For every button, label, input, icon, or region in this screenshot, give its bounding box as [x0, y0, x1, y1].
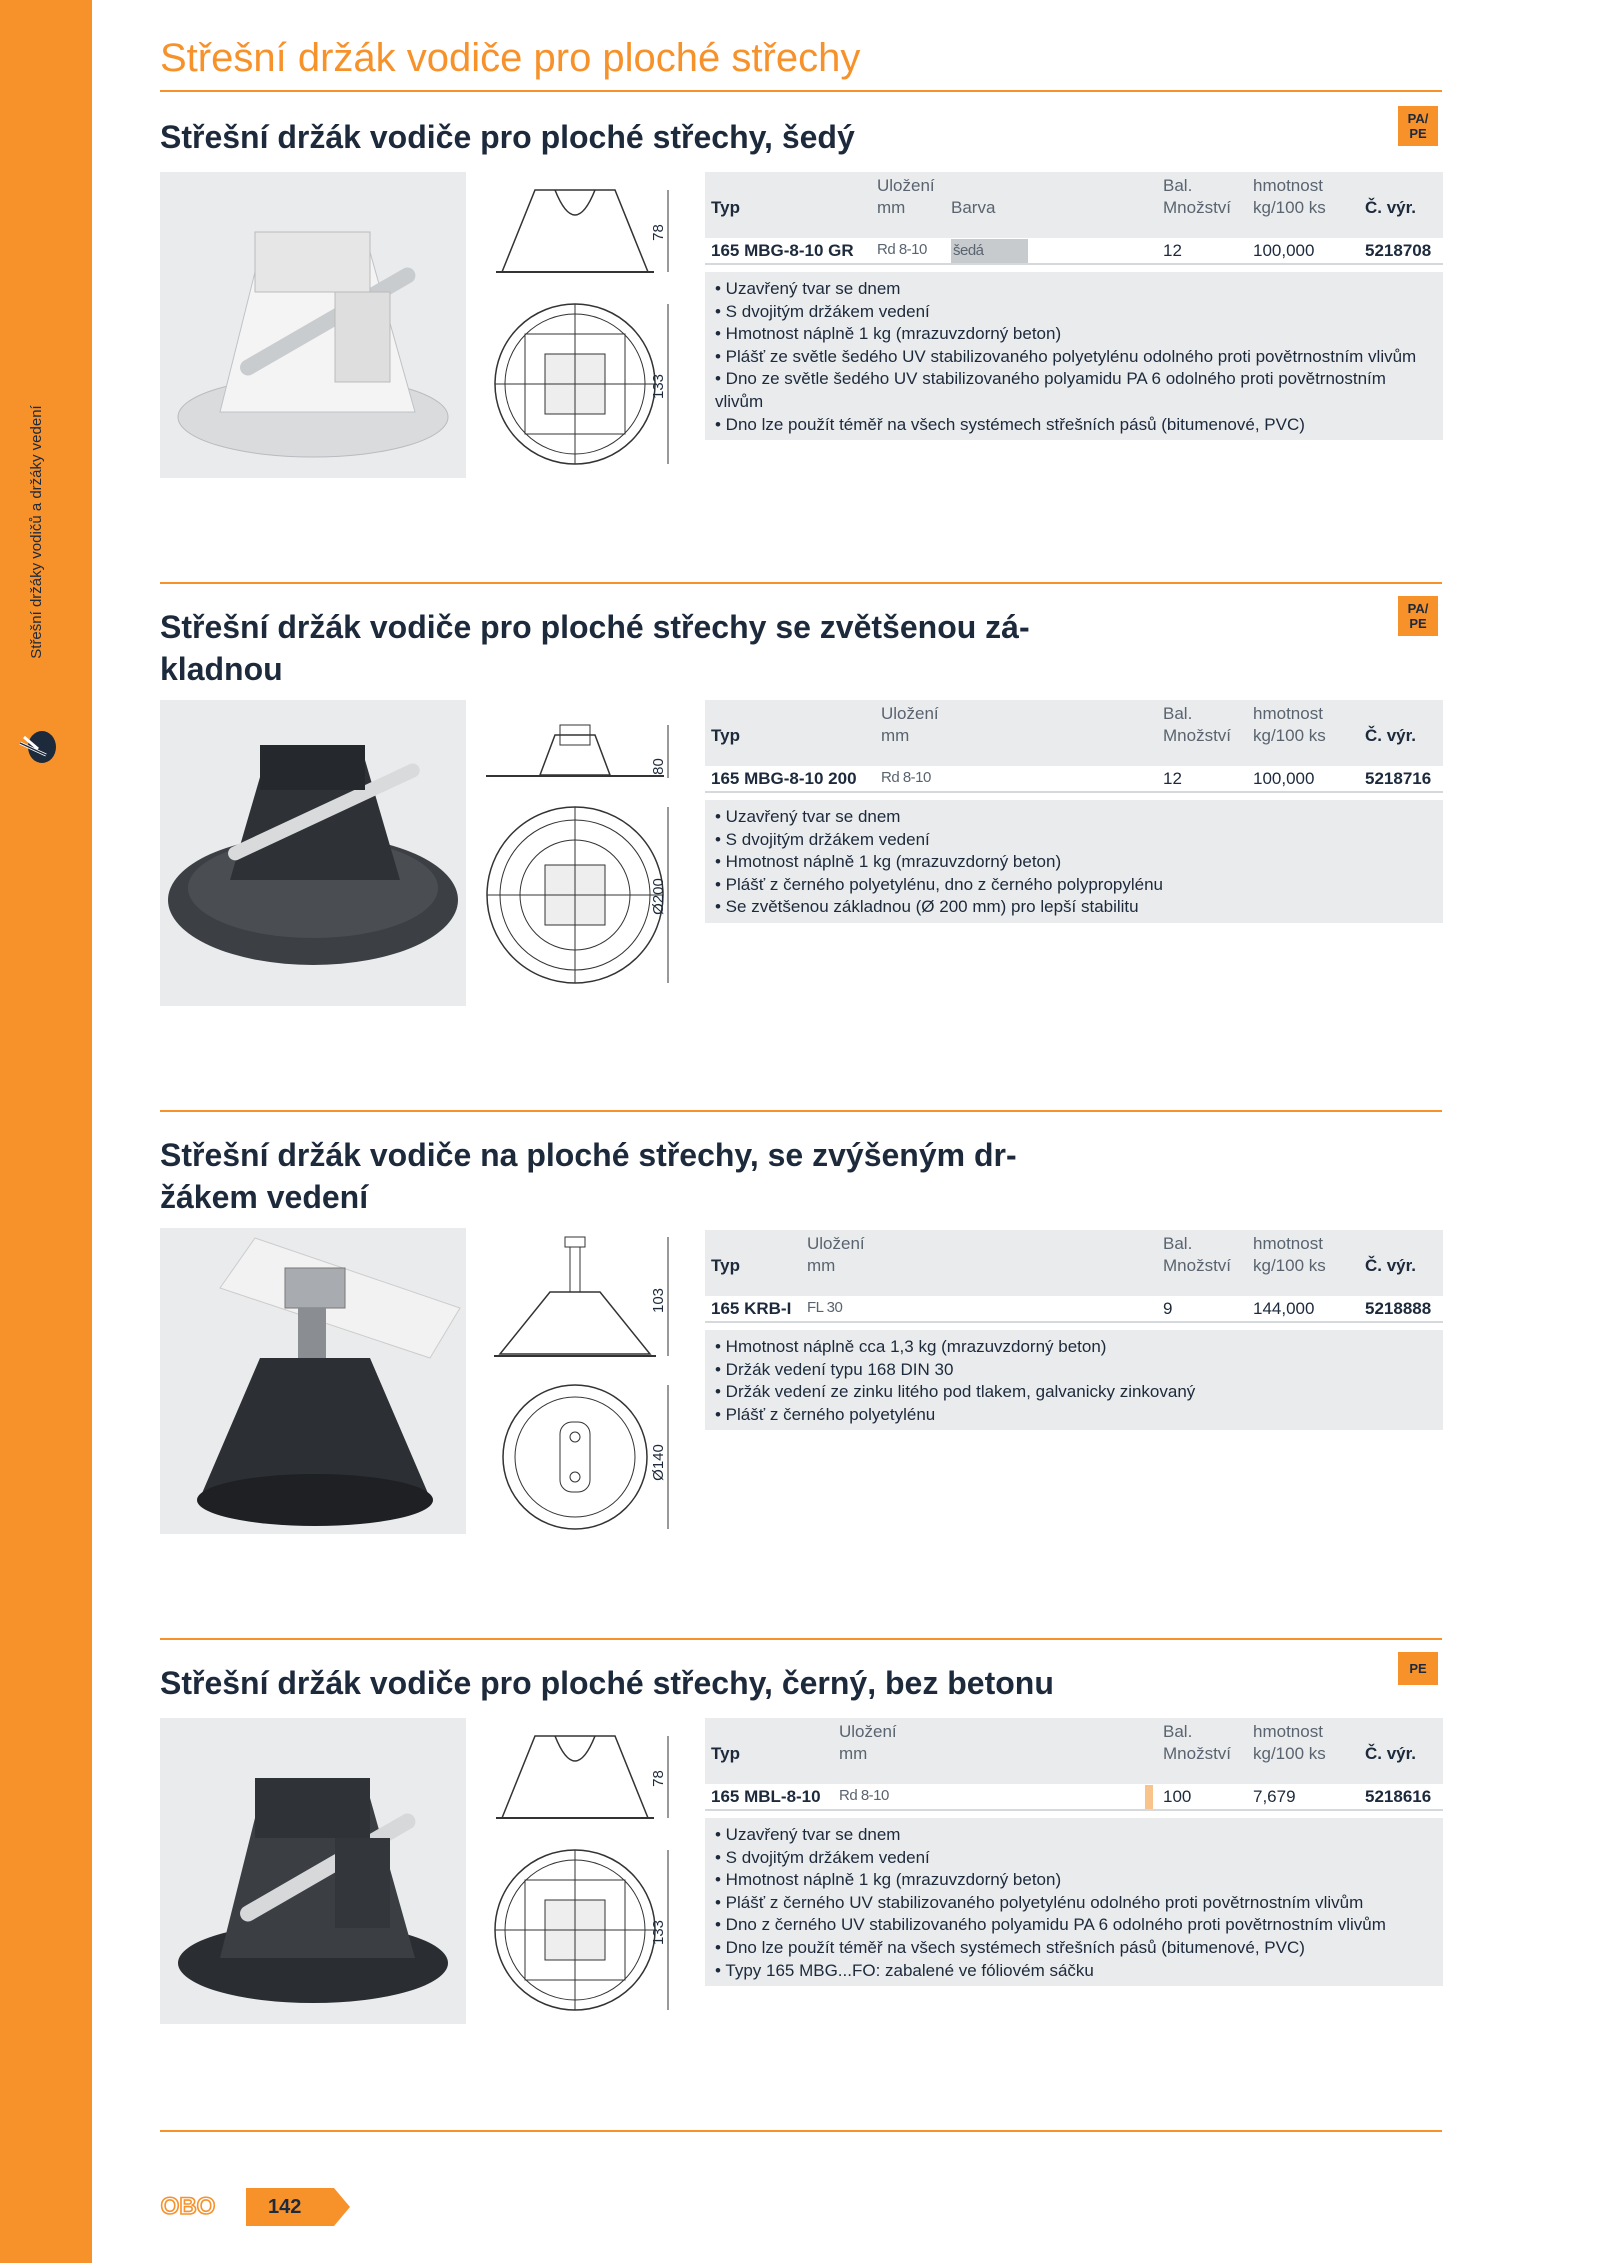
note-item: • Typy 165 MBG...FO: zabalené ve fóliovém sáčku: [715, 1960, 1094, 1980]
feature-notes: [705, 272, 1443, 440]
cell-uloz: Rd 8-10: [877, 241, 927, 258]
note-item: • Dno z černého UV stabilizovaného polyamidu PA 6 odolného proti povětrnostním vlivům: [715, 1915, 1386, 1935]
feature-notes: [705, 800, 1443, 923]
note-item: • Dno ze světle šedého UV stabilizovaného polyamidu PA 6 odolného proti povětrnostním vlivům: [715, 369, 1386, 411]
note-item: • Hmotnost náplně 1 kg (mrazuvzdorný beton): [715, 324, 1062, 344]
col-bal: Bal.: [1163, 1722, 1193, 1741]
cell-mnoz: 9: [1163, 1299, 1173, 1318]
product-photo: [160, 700, 466, 1006]
col-cvyr: Č. výr.: [1365, 1256, 1417, 1275]
material-badge: PA/ PE: [1398, 596, 1438, 636]
dimension-height: 103: [650, 1287, 668, 1314]
cell-mnoz: 12: [1163, 769, 1182, 788]
material-badge: PA/ PE: [1398, 106, 1438, 146]
cell-kg: 100,000: [1253, 769, 1315, 788]
note-item: • S dvojitým držákem vedení: [715, 829, 930, 849]
col-uloz: Uložení: [839, 1722, 897, 1741]
col-cvyr: Č. výr.: [1365, 198, 1417, 217]
note-item: • S dvojitým držákem vedení: [715, 301, 930, 321]
svg-text:OBO: OBO: [160, 2193, 216, 2220]
section-title: Střešní držák vodiče pro ploché střechy, šedý: [160, 119, 855, 155]
note-item: • Hmotnost náplně cca 1,3 kg (mrazuvzdorný beton): [715, 1337, 1107, 1356]
table-row: [705, 766, 1443, 793]
section-title: Střešní držák vodiče na ploché střechy, se zvýšeným dr- žákem vedení: [160, 1137, 1017, 1215]
col-cvyr: Č. výr.: [1365, 1744, 1417, 1763]
col-bal: Bal.: [1163, 704, 1193, 723]
side-category-label: Střešní držáky vodičů a držáky vedení: [28, 405, 45, 659]
col-hmot: hmotnost: [1253, 704, 1323, 723]
note-item: • Držák vedení typu 168 DIN 30: [715, 1359, 954, 1379]
dimension-height: 80: [649, 758, 667, 775]
note-item: • Uzavřený tvar se dnem: [715, 807, 901, 826]
col-barva: Barva: [951, 198, 996, 217]
col-mm: mm: [839, 1744, 868, 1763]
cell-typ: 165 MBG-8-10 GR: [711, 241, 854, 260]
note-item: • S dvojitým držákem vedení: [715, 1847, 930, 1867]
cell-uloz: Rd 8-10: [839, 1787, 889, 1804]
col-hmot: hmotnost: [1253, 176, 1323, 195]
cell-mnoz: 12: [1163, 241, 1182, 260]
note-item: • Se zvětšenou základnou (Ø 200 mm) pro lepší stabilitu: [715, 897, 1139, 917]
col-bal: Bal.: [1163, 176, 1193, 195]
orange-sidebar: [0, 0, 92, 2263]
table-row: [705, 238, 1443, 265]
note-item: • Dno lze použít téměř na všech systémech střešních pásů (bitumenové, PVC): [715, 1937, 1305, 1957]
col-mnoz: Množství: [1163, 726, 1232, 745]
col-typ: Typ: [711, 726, 740, 745]
cell-typ: 165 KRB-I: [711, 1299, 792, 1318]
cell-kg: 144,000: [1253, 1299, 1315, 1318]
col-bal: Bal.: [1163, 1234, 1193, 1253]
cell-cvyr: 5218708: [1365, 241, 1432, 260]
dimension-diameter: Ø140: [649, 1444, 667, 1481]
col-mnoz: Množství: [1163, 198, 1232, 217]
section-divider: [160, 1638, 1442, 1640]
col-kg: kg/100 ks: [1253, 1744, 1326, 1763]
page-title: Střešní držák vodiče pro ploché střechy: [160, 36, 861, 80]
cell-kg: 7,679: [1253, 1787, 1296, 1806]
col-uloz: Uložení: [881, 704, 939, 723]
product-photo: [160, 1718, 466, 2024]
product-photo: [160, 172, 466, 478]
note-item: • Plášť ze světle šedého UV stabilizovaného polyetylénu odolného proti povětrnostním vlivům: [715, 346, 1417, 366]
note-item: • Držák vedení ze zinku litého pod tlakem, galvanicky zinkovaný: [715, 1382, 1196, 1402]
cell-cvyr: 5218888: [1365, 1299, 1432, 1318]
product-table: [705, 1230, 1443, 1323]
cell-cvyr: 5218716: [1365, 769, 1432, 788]
note-item: • Hmotnost náplně 1 kg (mrazuvzdorný beton): [715, 852, 1062, 872]
col-hmot: hmotnost: [1253, 1722, 1323, 1741]
page-number-tab: [246, 2188, 350, 2226]
dimension-diameter: 133: [650, 373, 668, 400]
cell-typ: 165 MBL-8-10: [711, 1787, 821, 1806]
col-kg: kg/100 ks: [1253, 726, 1326, 745]
table-row: [705, 1296, 1443, 1323]
note-item: • Hmotnost náplně 1 kg (mrazuvzdorný beton): [715, 1870, 1062, 1890]
dimension-diameter: 133: [650, 1919, 668, 1946]
section-divider: [160, 582, 1442, 584]
note-item: • Uzavřený tvar se dnem: [715, 279, 901, 298]
product-table: [705, 172, 1443, 265]
material-badge: PE: [1398, 1652, 1438, 1685]
note-item: • Plášť z černého polyetylénu: [715, 1404, 936, 1424]
col-mnoz: Množství: [1163, 1744, 1232, 1763]
section-title: Střešní držák vodiče pro ploché střechy, černý, bez betonu: [160, 1665, 1054, 1701]
note-item: • Plášť z černého UV stabilizovaného polyetylénu odolného proti povětrnostním vlivům: [715, 1892, 1364, 1912]
table-row: [705, 1784, 1443, 1811]
col-mm: mm: [881, 726, 910, 745]
dimension-height: 78: [649, 224, 667, 241]
cell-uloz: FL 30: [807, 1299, 843, 1316]
col-kg: kg/100 ks: [1253, 1256, 1326, 1275]
feature-notes: [705, 1330, 1443, 1430]
col-mnoz: Množství: [1163, 1256, 1232, 1275]
cell-cvyr: 5218616: [1365, 1787, 1432, 1806]
note-item: • Plášť z černého polyetylénu, dno z černého polypropylénu: [715, 874, 1163, 894]
col-mm: mm: [807, 1256, 836, 1275]
section-divider: [160, 90, 1442, 92]
dimension-diameter: Ø200: [649, 878, 667, 915]
col-typ: Typ: [711, 198, 740, 217]
product-photo: [160, 1228, 466, 1534]
color-swatch: [1145, 1785, 1153, 1809]
obo-logo: [148, 2192, 228, 2220]
cell-kg: 100,000: [1253, 241, 1315, 260]
col-typ: Typ: [711, 1744, 740, 1763]
col-kg: kg/100 ks: [1253, 198, 1326, 217]
page-number: 142: [268, 2196, 302, 2218]
feature-notes: [705, 1818, 1443, 1986]
technical-drawing: [480, 1232, 680, 1537]
col-uloz: Uložení: [877, 176, 935, 195]
roof-conductor-icon: [16, 725, 58, 767]
dimension-height: 78: [649, 1770, 667, 1787]
product-table: [705, 1718, 1443, 1811]
footer-divider: [160, 2130, 1442, 2132]
col-typ: Typ: [711, 1256, 740, 1275]
col-cvyr: Č. výr.: [1365, 726, 1417, 745]
cell-mnoz: 100: [1163, 1787, 1192, 1806]
cell-typ: 165 MBG-8-10 200: [711, 769, 857, 788]
col-uloz: Uložení: [807, 1234, 865, 1253]
cell-barva: šedá: [951, 239, 1028, 263]
product-table: [705, 700, 1443, 793]
col-mm: mm: [877, 198, 906, 217]
technical-drawing: [480, 710, 680, 1015]
note-item: • Uzavřený tvar se dnem: [715, 1825, 901, 1844]
cell-uloz: Rd 8-10: [881, 769, 931, 786]
note-item: • Dno lze použít téměř na všech systémech střešních pásů (bitumenové, PVC): [715, 414, 1305, 434]
section-title: Střešní držák vodiče pro ploché střechy se zvětšenou zá- kladnou: [160, 609, 1030, 687]
col-hmot: hmotnost: [1253, 1234, 1323, 1253]
section-divider: [160, 1110, 1442, 1112]
